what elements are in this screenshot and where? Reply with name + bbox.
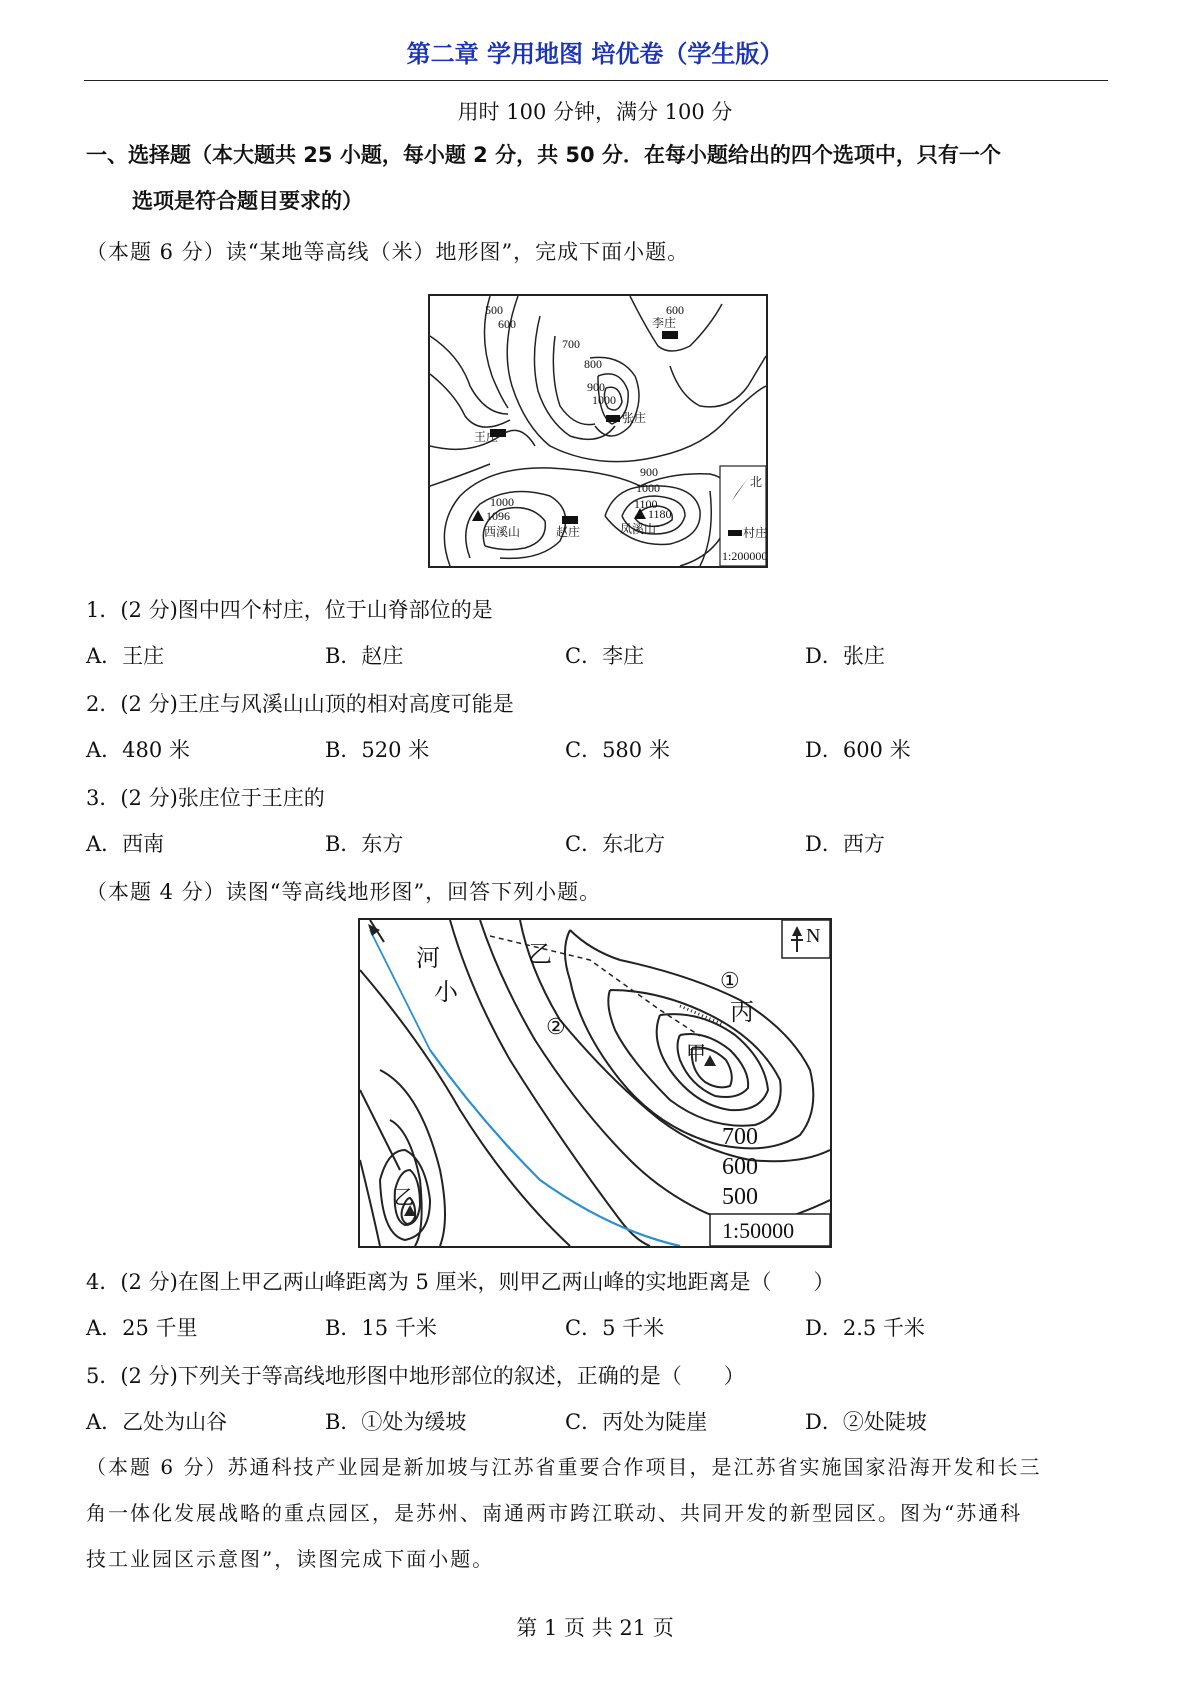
label-yi-north: 乙 xyxy=(528,942,552,968)
contour-map-2 xyxy=(358,918,832,1248)
contour-label-600: 600 xyxy=(722,1154,758,1180)
group1-intro: （本题 6 分）读“某地等高线（米）地形图”，完成下面小题。 xyxy=(86,240,690,264)
q4-option-c[interactable]: C．5 千米 xyxy=(565,1316,665,1340)
north-label: N xyxy=(806,925,821,947)
contour-map-1 xyxy=(428,294,768,568)
contour-label-600-ne: 600 xyxy=(666,303,684,317)
section-heading-line1: 一、选择题（本大题共 25 小题，每小题 2 分，共 50 分．在每小题给出的四个选项中，只有一个 xyxy=(86,143,1001,167)
mountain-xixi: 西溪山 xyxy=(484,525,521,539)
contour-label-500: 500 xyxy=(485,303,503,317)
group3-intro xyxy=(86,1444,1116,1582)
section-heading-line2: 选项是符合题目要求的） xyxy=(132,189,363,213)
page-number: 第 1 页 共 21 页 xyxy=(516,1616,674,1640)
q2-option-a[interactable]: A．480 米 xyxy=(86,738,190,762)
contour-label-700: 700 xyxy=(722,1124,758,1150)
group3-line3: 技工业园区示意图”，读图完成下面小题。 xyxy=(86,1547,495,1571)
q5-option-c[interactable]: C．丙处为陡崖 xyxy=(565,1410,708,1434)
label-jia: 甲 xyxy=(686,1043,706,1065)
contour-label-800: 800 xyxy=(584,357,602,371)
q2-stem: 2．(2 分)王庄与风溪山山顶的相对高度可能是 xyxy=(86,692,514,716)
q2-option-b[interactable]: B．520 米 xyxy=(325,738,430,762)
group2-intro: （本题 4 分）读图“等高线地形图”，回答下列小题。 xyxy=(86,880,602,904)
group3-line2: 角一体化发展战略的重点园区，是苏州、南通两市跨江联动、共同开发的新型园区。图为“苏通科 xyxy=(86,1501,1023,1525)
q1-option-b[interactable]: B．赵庄 xyxy=(325,644,404,668)
village-zhaozhuang: 赵庄 xyxy=(556,525,581,539)
map2-scale: 1:50000 xyxy=(722,1218,795,1243)
q3-option-c[interactable]: C．东北方 xyxy=(565,832,666,856)
q4-option-d[interactable]: D．2.5 千米 xyxy=(805,1316,925,1340)
map1-scale: 1:200000 xyxy=(722,549,766,563)
north-label: 北 xyxy=(750,475,763,489)
label-bing: 丙 xyxy=(730,1000,754,1026)
q5-stem: 5．(2 分)下列关于等高线地形图中地形部位的叙述，正确的是（ ） xyxy=(86,1364,745,1388)
header-rule xyxy=(84,80,1108,81)
contour-label-1100: 1100 xyxy=(634,497,658,511)
q4-option-b[interactable]: B．15 千米 xyxy=(325,1316,437,1340)
exam-info: 用时 100 分钟，满分 100 分 xyxy=(457,100,733,124)
q1-option-a[interactable]: A．王庄 xyxy=(86,644,165,668)
q4-stem: 4．(2 分)在图上甲乙两山峰距离为 5 厘米，则甲乙两山峰的实地距离是（ ） xyxy=(86,1270,835,1294)
contour-label-700: 700 xyxy=(562,337,580,351)
village-zhangzhuang: 张庄 xyxy=(622,411,647,425)
mountain-fengxi: 凤溪山 xyxy=(620,522,657,536)
q3-option-a[interactable]: A．西南 xyxy=(86,832,165,856)
label-circle-2: ② xyxy=(546,1014,566,1039)
contour-label-1000: 1000 xyxy=(592,393,616,407)
village-lizhuang: 李庄 xyxy=(652,316,677,330)
river-label-xiao: 小 xyxy=(434,980,458,1006)
q1-stem: 1．(2 分)图中四个村庄，位于山脊部位的是 xyxy=(86,598,493,622)
village-wangzhuang: 王庄 xyxy=(474,430,499,444)
q3-option-b[interactable]: B．东方 xyxy=(325,832,404,856)
contour-label-500: 500 xyxy=(722,1184,758,1210)
group3-line1: （本题 6 分）苏通科技产业园是新加坡与江苏省重要合作项目，是江苏省实施国家沿海开发和长三 xyxy=(86,1455,1042,1479)
q4-option-a[interactable]: A．25 千里 xyxy=(86,1316,198,1340)
q3-stem: 3．(2 分)张庄位于王庄的 xyxy=(86,786,325,810)
q1-option-d[interactable]: D．张庄 xyxy=(805,644,885,668)
document-title: 第二章 学用地图 培优卷（学生版） xyxy=(406,40,784,68)
peak-label-1096: 1096 xyxy=(486,509,510,523)
q5-option-d[interactable]: D．②处陡坡 xyxy=(805,1410,927,1434)
contour-label-900-s: 900 xyxy=(640,465,658,479)
legend-village-label: 村庄 xyxy=(743,526,766,540)
peak-label-1180: 1180 xyxy=(648,507,672,521)
q5-option-a[interactable]: A．乙处为山谷 xyxy=(86,1410,228,1434)
section-heading xyxy=(86,132,1116,224)
q3-option-d[interactable]: D．西方 xyxy=(805,832,885,856)
contour-label-600: 600 xyxy=(498,317,516,331)
q1-option-c[interactable]: C．李庄 xyxy=(565,644,645,668)
river-label-he: 河 xyxy=(416,946,440,972)
contour-label-1000-s: 1000 xyxy=(636,481,660,495)
q2-option-c[interactable]: C．580 米 xyxy=(565,738,670,762)
q2-option-d[interactable]: D．600 米 xyxy=(805,738,911,762)
q5-option-b[interactable]: B．①处为缓坡 xyxy=(325,1410,467,1434)
label-yi-south: 乙 xyxy=(394,1187,414,1209)
contour-label-1000-w: 1000 xyxy=(490,495,514,509)
label-circle-1: ① xyxy=(720,968,740,993)
contour-label-900: 900 xyxy=(587,380,605,394)
